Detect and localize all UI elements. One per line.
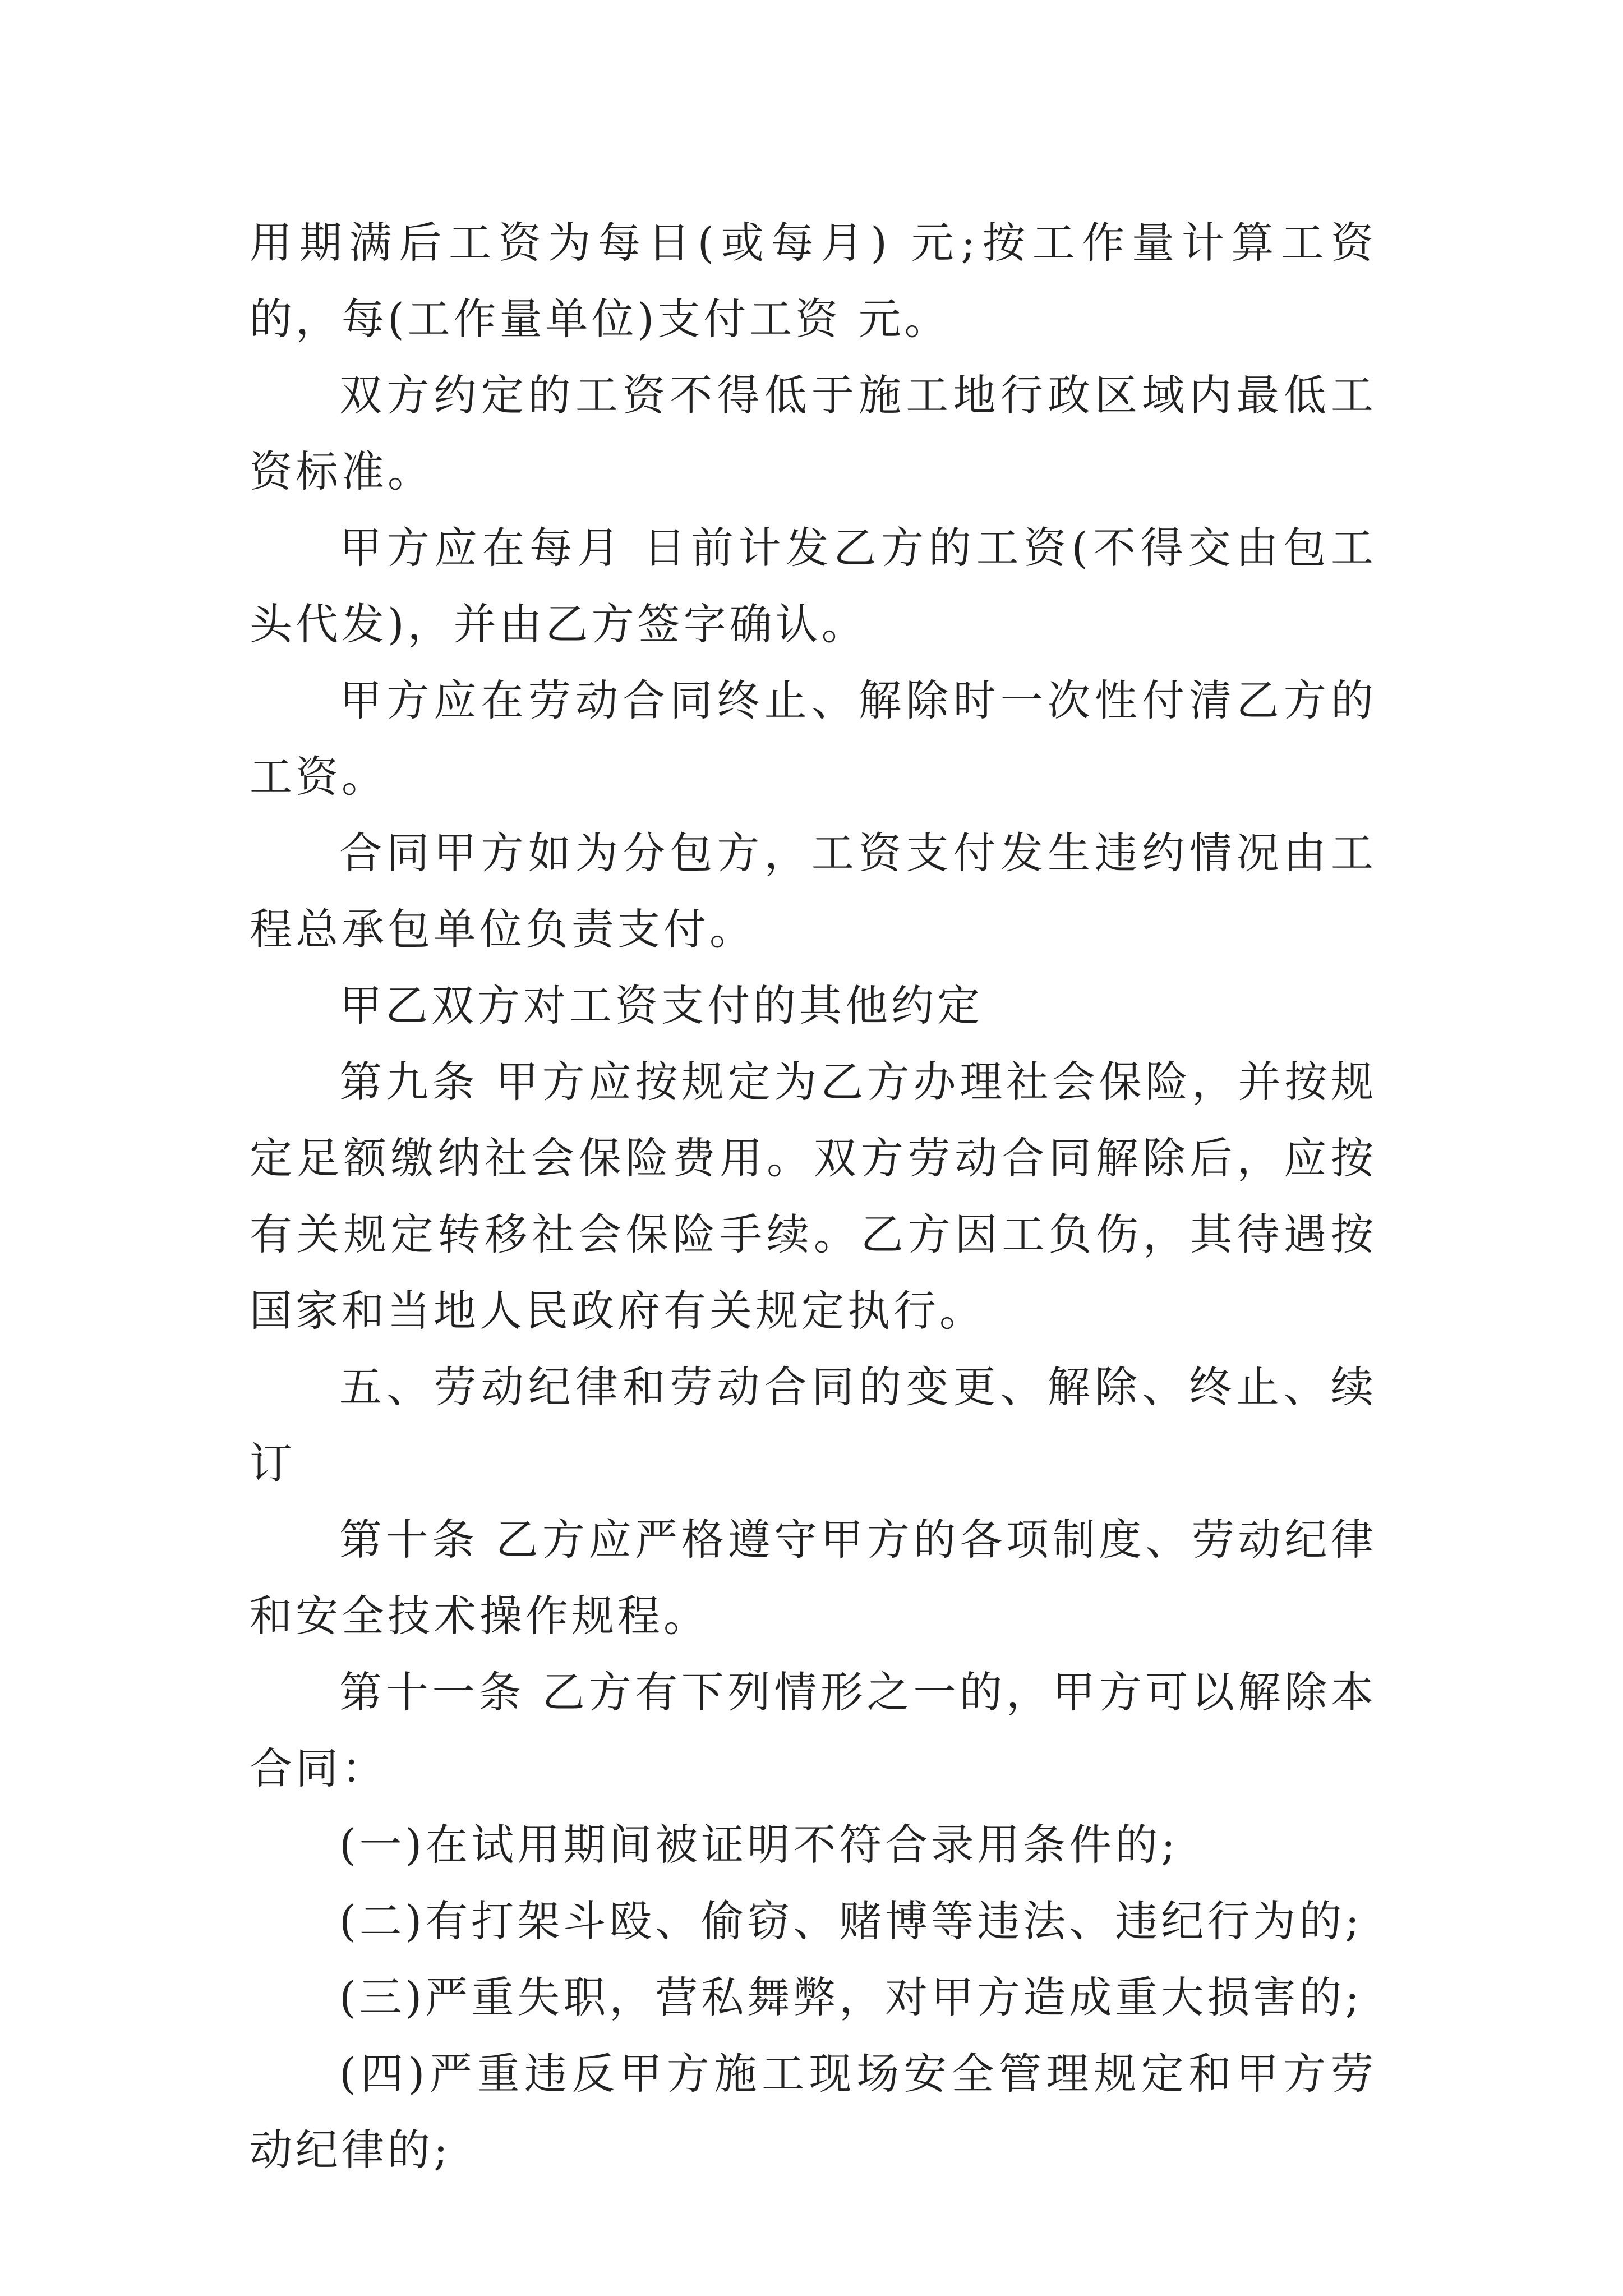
list-item-3: (三)严重失职，营私舞弊，对甲方造成重大损害的; xyxy=(339,1972,1363,2022)
paragraph-final-payment: 甲方应在劳动合同终止、解除时一次性付清乙方的工资。 xyxy=(250,675,1377,802)
document-body xyxy=(250,205,1377,2188)
section-heading-5: 五、劳动纪律和劳动合同的变更、解除、终止、续订 xyxy=(250,1362,1377,1488)
list-item-4: (四)严重违反甲方施工现场安全管理规定和甲方劳动纪律的; xyxy=(250,2049,1377,2175)
list-item-2: (二)有打架斗殴、偷窃、赌博等违法、违纪行为的; xyxy=(339,1896,1363,1946)
paragraph-subcontractor: 合同甲方如为分包方，工资支付发生违约情况由工程总承包单位负责支付。 xyxy=(250,828,1377,954)
paragraph-payday: 甲方应在每月 日前计发乙方的工资(不得交由包工头代发)，并由乙方签字确认。 xyxy=(250,523,1377,649)
list-item-1: (一)在试用期间被证明不符合录用条件的; xyxy=(339,1820,1179,1870)
paragraph-wage-after-probation: 用期满后工资为每日(或每月) 元;按工作量计算工资的，每(工作量单位)支付工资 元。 xyxy=(250,218,1377,344)
paragraph-article-11: 第十一条 乙方有下列情形之一的，甲方可以解除本合同： xyxy=(250,1667,1377,1793)
paragraph-article-9: 第九条 甲方应按规定为乙方办理社会保险，并按规定足额缴纳社会保险费用。双方劳动合同解除后，应按有关规定转移社会保险手续。乙方因工负伤，其待遇按国家和当地人民政府有关规定执行。 xyxy=(250,1057,1377,1336)
paragraph-article-10: 第十条 乙方应严格遵守甲方的各项制度、劳动纪律和安全技术操作规程。 xyxy=(250,1515,1377,1641)
paragraph-minimum-wage: 双方约定的工资不得低于施工地行政区域内最低工资标准。 xyxy=(250,370,1377,496)
paragraph-other-wage-terms: 甲乙双方对工资支付的其他约定 xyxy=(339,981,983,1030)
